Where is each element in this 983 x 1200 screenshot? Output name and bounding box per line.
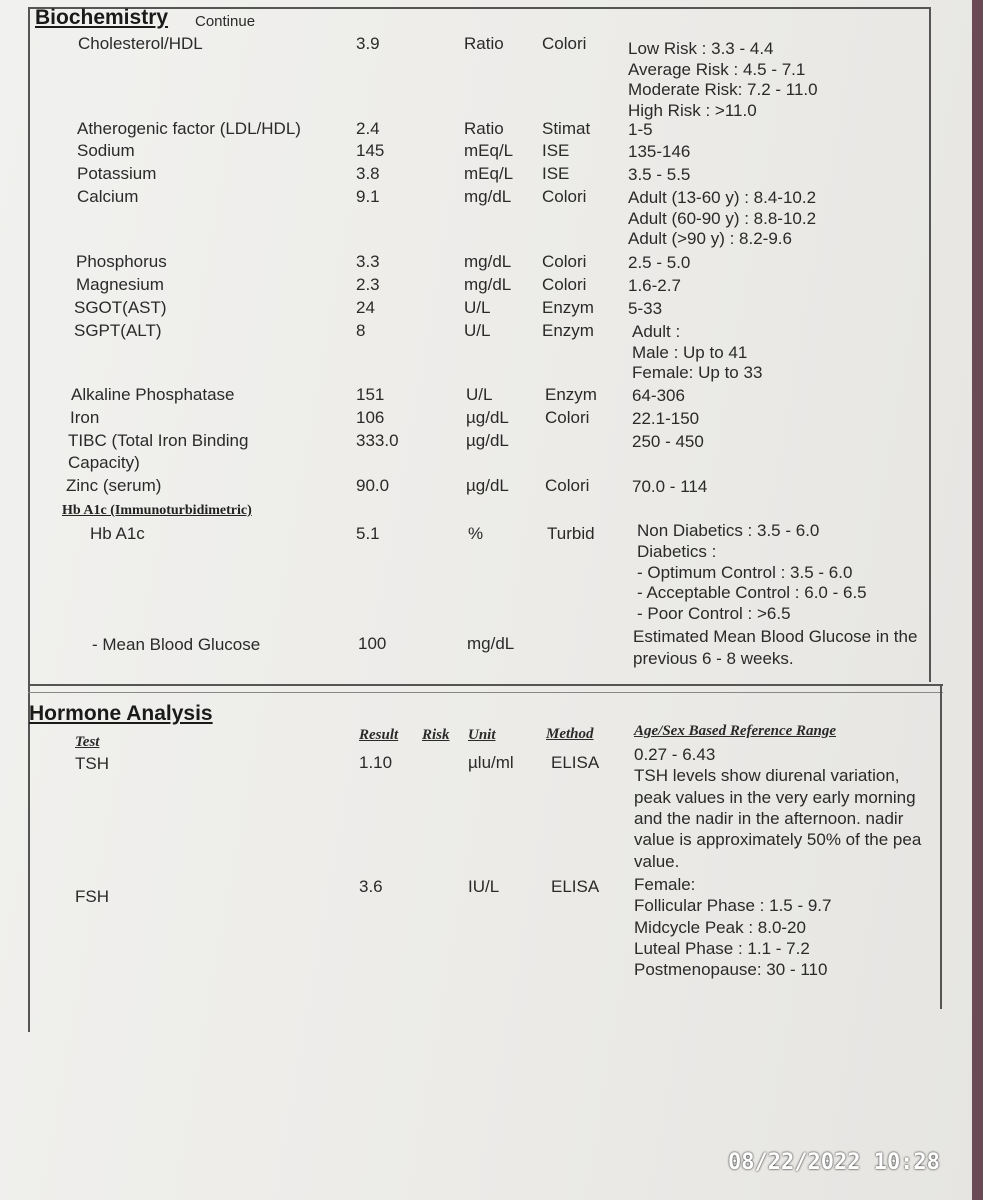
reference-range-line: Diabetics : bbox=[637, 541, 717, 561]
test-unit: µg/dL bbox=[466, 408, 509, 427]
mbg-result: 100 bbox=[358, 634, 387, 653]
reference-range-line: Low Risk : 3.3 - 4.4 bbox=[628, 39, 774, 58]
test-method: Enzym bbox=[542, 298, 594, 317]
test-unit: mEq/L bbox=[464, 164, 514, 183]
test-method: Colori bbox=[545, 408, 590, 427]
biochemistry-title: Biochemistry bbox=[35, 6, 169, 29]
reference-range-line: 1.6-2.7 bbox=[628, 276, 681, 295]
test-unit: µg/dL bbox=[466, 476, 509, 495]
reference-range-line: Adult (13-60 y) : 8.4-10.2 bbox=[628, 188, 817, 207]
test-unit: mEq/L bbox=[464, 141, 514, 160]
reference-range-line: Adult : bbox=[632, 322, 681, 341]
frame-right-line-upper bbox=[929, 7, 931, 682]
reference-range-line: 5-33 bbox=[628, 299, 663, 318]
test-method: ISE bbox=[542, 141, 570, 160]
reference-range-line: 2.5 - 5.0 bbox=[628, 253, 691, 272]
test-result: 3.3 bbox=[356, 252, 380, 271]
reference-range-line: 70.0 - 114 bbox=[632, 477, 708, 496]
test-name: Atherogenic factor (LDL/HDL) bbox=[77, 119, 301, 138]
test-result: 151 bbox=[356, 385, 385, 404]
reference-range-line: Adult (60-90 y) : 8.8-10.2 bbox=[628, 208, 817, 228]
test-result: 8 bbox=[356, 321, 366, 340]
reference-range-line: Non Diabetics : 3.5 - 6.0 bbox=[637, 521, 820, 540]
header-result: Result bbox=[359, 727, 399, 743]
reference-range-line: Female: Up to 33 bbox=[632, 363, 763, 382]
test-method: Stimat bbox=[542, 119, 591, 138]
hba1c-unit: % bbox=[468, 524, 484, 543]
reference-range-line: Follicular Phase : 1.5 - 9.7 bbox=[634, 896, 832, 916]
test-method: Colori bbox=[542, 34, 587, 53]
reference-range-line: High Risk : >11.0 bbox=[628, 100, 757, 120]
mbg-test-name: - Mean Blood Glucose bbox=[92, 635, 261, 654]
reference-range-line: Adult (>90 y) : 8.2-9.6 bbox=[628, 229, 792, 248]
reference-range-line: 250 - 450 bbox=[632, 432, 704, 451]
test-unit: mg/dL bbox=[464, 187, 512, 206]
test-name-continued: Capacity) bbox=[68, 453, 140, 472]
hba1c-heading: Hb A1c (Immunoturbidimetric) bbox=[62, 503, 252, 518]
test-method: Colori bbox=[542, 187, 587, 206]
test-result: 145 bbox=[356, 141, 385, 160]
reference-range-line: and the nadir in the afternoon. nadir bbox=[634, 808, 904, 828]
test-name: TIBC (Total Iron Binding bbox=[68, 431, 249, 450]
test-name: Zinc (serum) bbox=[66, 476, 162, 495]
test-unit: µg/dL bbox=[466, 431, 509, 450]
photo-timestamp: 08/22/2022 10:28 bbox=[728, 1150, 940, 1175]
reference-range-line: 64-306 bbox=[632, 386, 685, 405]
test-method: ISE bbox=[542, 164, 570, 183]
reference-range-line: 135-146 bbox=[628, 142, 691, 161]
test-name: SGPT(ALT) bbox=[74, 321, 162, 340]
frame-right-line-lower bbox=[940, 684, 942, 1009]
test-name: Magnesium bbox=[76, 275, 164, 294]
reference-range-line: Moderate Risk: 7.2 - 11.0 bbox=[628, 80, 818, 99]
test-result: 333.0 bbox=[356, 431, 399, 450]
biochemistry-heading bbox=[35, 6, 168, 30]
test-name: Phosphorus bbox=[76, 252, 167, 271]
hba1c-result: 5.1 bbox=[356, 524, 380, 543]
hormone-heading: Hormone Analysis bbox=[29, 702, 213, 725]
hormone-result: 3.6 bbox=[359, 877, 383, 896]
test-unit: U/L bbox=[464, 298, 491, 317]
reference-range-line: Average Risk : 4.5 - 7.1 bbox=[628, 59, 806, 79]
reference-range-line: Estimated Mean Blood Glucose in the bbox=[633, 627, 918, 646]
test-unit: mg/dL bbox=[464, 252, 512, 271]
test-result: 106 bbox=[356, 408, 385, 427]
hba1c-method: Turbid bbox=[547, 524, 595, 543]
test-name: Sodium bbox=[77, 141, 135, 160]
test-name: Alkaline Phosphatase bbox=[71, 385, 235, 404]
mbg-unit: mg/dL bbox=[467, 634, 515, 653]
hormone-unit: µlu/ml bbox=[468, 753, 514, 772]
header-risk: Risk bbox=[422, 727, 450, 743]
test-method: Colori bbox=[542, 252, 587, 271]
hormone-method: ELISA bbox=[551, 753, 600, 772]
test-result: 9.1 bbox=[356, 187, 380, 206]
test-unit: Ratio bbox=[464, 34, 504, 53]
reference-range-line: Male : Up to 41 bbox=[632, 342, 748, 362]
test-method: Enzym bbox=[542, 321, 594, 340]
test-result: 2.4 bbox=[356, 119, 380, 138]
reference-range-line: previous 6 - 8 weeks. bbox=[633, 649, 794, 668]
test-result: 2.3 bbox=[356, 275, 380, 294]
test-name: Calcium bbox=[77, 187, 139, 206]
reference-range-line: Luteal Phase : 1.1 - 7.2 bbox=[634, 938, 810, 958]
test-method: Colori bbox=[542, 275, 587, 294]
test-result: 3.9 bbox=[356, 34, 380, 53]
reference-range-line: TSH levels show diurenal variation, bbox=[634, 766, 900, 786]
reference-range-line: Female: bbox=[634, 875, 696, 894]
header-method: Method bbox=[546, 726, 594, 742]
test-unit: mg/dL bbox=[464, 275, 512, 294]
continued-label: Continue bbox=[195, 13, 256, 30]
test-unit: U/L bbox=[466, 385, 493, 404]
reference-range-line: 1-5 bbox=[628, 120, 653, 139]
test-method: Colori bbox=[545, 476, 590, 495]
reference-range-line: value is approximately 50% of the pea bbox=[634, 830, 922, 850]
hormone-test-name: TSH bbox=[75, 754, 109, 773]
header-reference-range: Age/Sex Based Reference Range bbox=[634, 723, 837, 739]
test-unit: U/L bbox=[464, 321, 491, 340]
reference-range-line: Postmenopause: 30 - 110 bbox=[634, 960, 828, 980]
test-name: Cholesterol/HDL bbox=[78, 34, 203, 53]
hormone-test-name: FSH bbox=[75, 887, 109, 906]
test-name: Potassium bbox=[77, 164, 157, 183]
reference-range-line: - Poor Control : >6.5 bbox=[637, 604, 791, 624]
reference-range-line: Midcycle Peak : 8.0-20 bbox=[634, 917, 806, 937]
reference-range-line: 3.5 - 5.5 bbox=[628, 165, 691, 184]
test-unit: Ratio bbox=[464, 119, 504, 138]
test-result: 3.8 bbox=[356, 164, 380, 183]
test-result: 90.0 bbox=[356, 476, 390, 495]
hba1c-test-name: Hb A1c bbox=[90, 524, 145, 543]
section-divider bbox=[28, 684, 943, 686]
header-test: Test bbox=[75, 734, 100, 750]
test-result: 24 bbox=[356, 298, 375, 317]
hormone-result: 1.10 bbox=[359, 753, 393, 772]
reference-range-line: - Acceptable Control : 6.0 - 6.5 bbox=[637, 583, 867, 603]
hormone-method: ELISA bbox=[551, 877, 600, 896]
test-name: SGOT(AST) bbox=[74, 298, 167, 317]
section-divider-2 bbox=[28, 692, 943, 693]
test-name: Iron bbox=[70, 408, 100, 427]
reference-range-line: value. bbox=[634, 851, 680, 871]
header-unit: Unit bbox=[468, 727, 496, 743]
frame-left-line bbox=[28, 7, 30, 1032]
reference-range-line: 22.1-150 bbox=[632, 409, 700, 428]
reference-range-line: 0.27 - 6.43 bbox=[634, 745, 716, 764]
hormone-unit: IU/L bbox=[468, 877, 500, 896]
reference-range-line: - Optimum Control : 3.5 - 6.0 bbox=[637, 562, 853, 582]
reference-range-line: peak values in the very early morning bbox=[634, 787, 916, 807]
test-method: Enzym bbox=[545, 385, 597, 404]
